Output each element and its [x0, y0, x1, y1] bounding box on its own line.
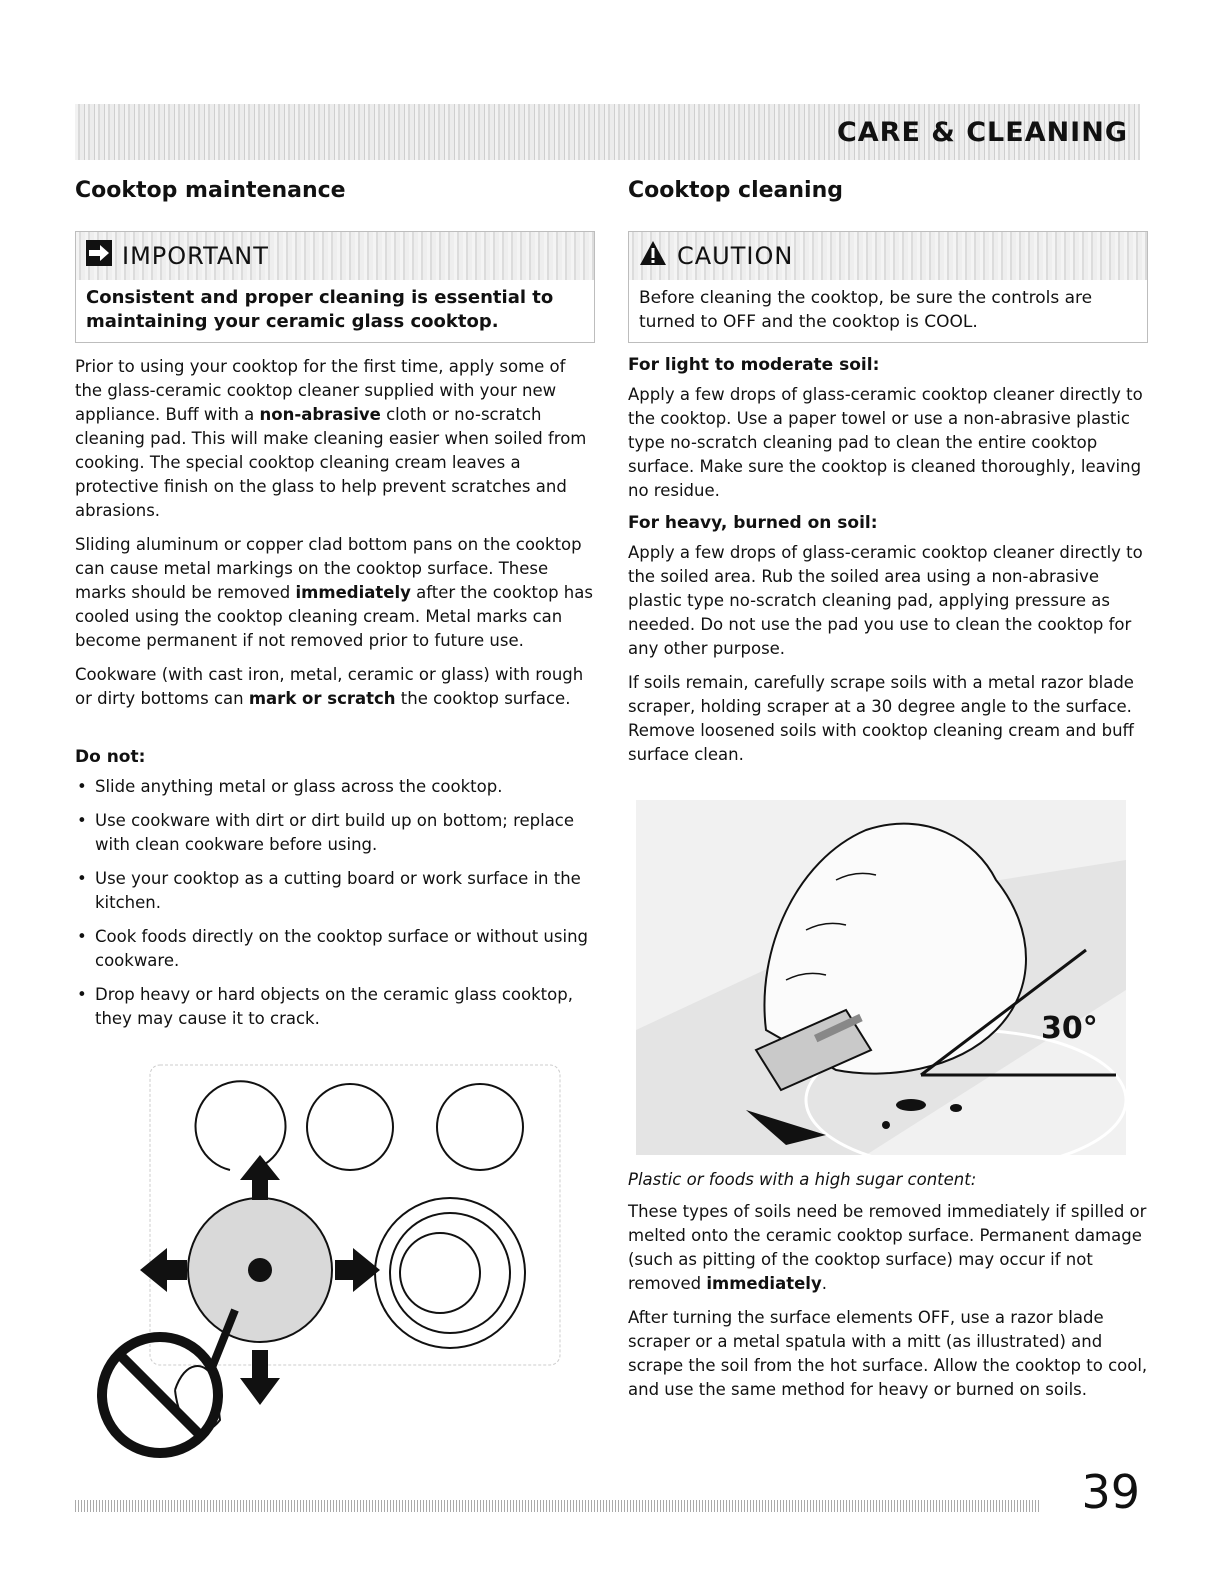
list-item: • Use cookware with dirt or dirt build up on bottom; replace with clean cookware before using.	[75, 809, 595, 857]
cooktop-sliding-illustration	[95, 1060, 570, 1480]
important-text: Consistent and proper cleaning is essential to maintaining your ceramic glass cooktop.	[86, 287, 554, 332]
light-soil-text: Apply a few drops of glass-ceramic cooktop cleaner directly to the cooktop. Use a paper towel or use a non-abrasive plastic type no-scratch cleaning pad to clean the entire cooktop surface. Make sure the cooktop is cleaned thoroughly, leaving no residue.	[628, 385, 1143, 500]
cleaning-heading: Cooktop cleaning	[628, 178, 844, 203]
important-label: IMPORTANT	[122, 242, 269, 270]
caution-text: Before cleaning the cooktop, be sure the controls are turned to OFF and the cooktop is COOL.	[639, 288, 1093, 332]
paragraph-first-use: Prior to using your cooktop for the first time, apply some of the glass-ceramic cooktop cleaner supplied with your new appliance. Buff with a non-abrasive cloth or no-scratch cleaning pad. This will make cleaning easier when soiled from cooking. The special cooktop cleaning cream leaves a protective finish on the glass to help prevent scratches and abrasions.	[75, 357, 587, 520]
do-not-list	[75, 775, 595, 1031]
after-turning-text: After turning the surface elements OFF, use a razor blade scraper or a metal spatula with a mitt (as illustrated) and scrape the soil from the hot surface. Allow the cooktop to cool, and use the same method for heavy or burned on soils.	[628, 1308, 1148, 1399]
sugar-caption: Plastic or foods with a high sugar content:	[628, 1170, 977, 1189]
warning-triangle-icon	[639, 240, 667, 272]
heavy-soil-heading: For heavy, burned on soil:	[628, 513, 878, 533]
right-lower-text	[628, 1158, 1148, 1412]
angle-label: 30°	[1041, 1011, 1098, 1046]
section-banner	[75, 104, 1140, 160]
list-item: • Slide anything metal or glass across the cooktop.	[75, 775, 595, 799]
right-column	[628, 178, 1148, 777]
important-notice	[75, 231, 595, 343]
page-number: 39	[1081, 1465, 1140, 1519]
scraper-illustration	[636, 800, 1126, 1155]
do-not-heading: Do not:	[75, 747, 146, 767]
heavy-soil-text: Apply a few drops of glass-ceramic cooktop cleaner directly to the soiled area. Rub the soiled area using a non-abrasive plastic type no-scratch cleaning pad, applying pressure as needed. Do not use the pad you use to clean the cooktop for any other purpose.	[628, 543, 1143, 658]
light-soil-heading: For light to moderate soil:	[628, 355, 880, 375]
left-column	[75, 178, 595, 1041]
maintenance-heading: Cooktop maintenance	[75, 178, 346, 203]
paragraph-cookware: Cookware (with cast iron, metal, ceramic or glass) with rough or dirty bottoms can mark or scratch the cooktop surface.	[75, 665, 584, 708]
remaining-soil-text: If soils remain, carefully scrape soils with a metal razor blade scraper, holding scraper at a 30 degree angle to the surface. Remove loosened soils with cooktop cleaning cream and buff surface clean.	[628, 673, 1134, 764]
section-title: CARE & CLEANING	[836, 117, 1128, 148]
list-item: • Drop heavy or hard objects on the ceramic glass cooktop, they may cause it to crack.	[75, 983, 595, 1031]
important-header	[76, 232, 594, 280]
important-arrow-icon	[86, 240, 112, 272]
list-item: • Use your cooktop as a cutting board or work surface in the kitchen.	[75, 867, 595, 915]
caution-header	[629, 232, 1147, 280]
sugar-text: These types of soils need be removed immediately if spilled or melted onto the ceramic cooktop surface. Permanent damage (such as pitting of the cooktop surface) may occur if not removed immediately.	[628, 1202, 1147, 1293]
caution-notice	[628, 231, 1148, 343]
footer-bar	[75, 1500, 1040, 1512]
paragraph-metal-marks: Sliding aluminum or copper clad bottom pans on the cooktop can cause metal markings on the cooktop surface. These marks should be removed immediately after the cooktop has cooled using the cooktop cleaning cream. Metal marks can become permanent if not removed prior to future use.	[75, 535, 593, 650]
list-item: • Cook foods directly on the cooktop surface or without using cookware.	[75, 925, 595, 973]
caution-label: CAUTION	[677, 242, 794, 270]
